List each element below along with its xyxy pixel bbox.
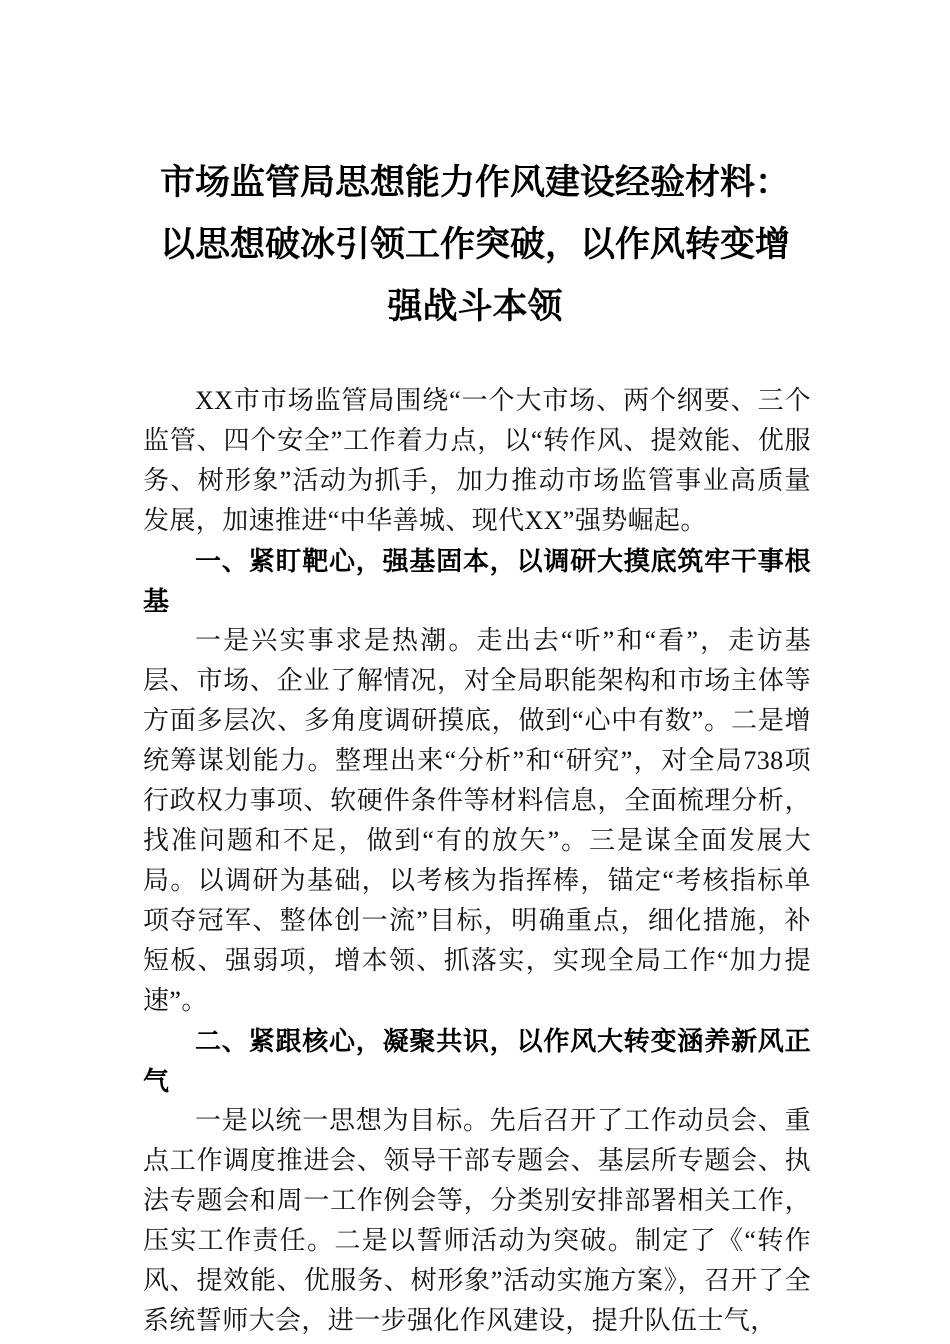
section-heading: 二、紧跟核心，凝聚共识，以作风大转变涵养新风正气: [143, 1026, 811, 1096]
title-line-2: 以思想破冰引领工作突破，以作风转变增: [159, 225, 790, 264]
document-body: [143, 381, 811, 1341]
section-heading: 一、紧盯靶心，强基固本，以调研大摸底筑牢干事根基: [143, 546, 811, 616]
body-paragraph: XX市市场监管局围绕“一个大市场、两个纲要、三个监管、四个安全”工作着力点，以“转作风、提效能、优服务、树形象”活动为抓手，加力推动市场监管事业高质量发展，加速推进“中华善城、现代XX”强势崛起。: [143, 386, 811, 535]
title-line-3: 强战斗本领: [387, 287, 563, 326]
page-title: [140, 152, 810, 338]
body-paragraph: 一是兴实事求是热潮。走出去“听”和“看”，走访基层、市场、企业了解情况，对全局职能架构和市场主体等方面多层次、多角度调研摸底，做到“心中有数”。二是增统筹谋划能力。整理出来“分析”和“研究”，对全局738项行政权力事项、软硬件条件等材料信息，全面梳理分析，找准问题和不足，做到“有的放矢”。三是谋全面发展大局。以调研为基础，以考核为指挥棒，锚定“考核指标单项夺冠军、整体创一流”目标，明确重点，细化措施，补短板、强弱项，增本领、抓落实，实现全局工作“加力提速”。: [143, 626, 811, 1015]
body-paragraph: 一是以统一思想为目标。先后召开了工作动员会、重点工作调度推进会、领导干部专题会、基层所专题会、执法专题会和周一工作例会等，分类别安排部署相关工作，压实工作责任。二是以誓师活动为突破。制定了《“转作风、提效能、优服务、树形象”活动实施方案》，召开了全系统誓师大会，进一步强化作风建设，提升队伍士气，: [143, 1106, 811, 1335]
title-line-1: 市场监管局思想能力作风建设经验材料：: [159, 163, 790, 202]
